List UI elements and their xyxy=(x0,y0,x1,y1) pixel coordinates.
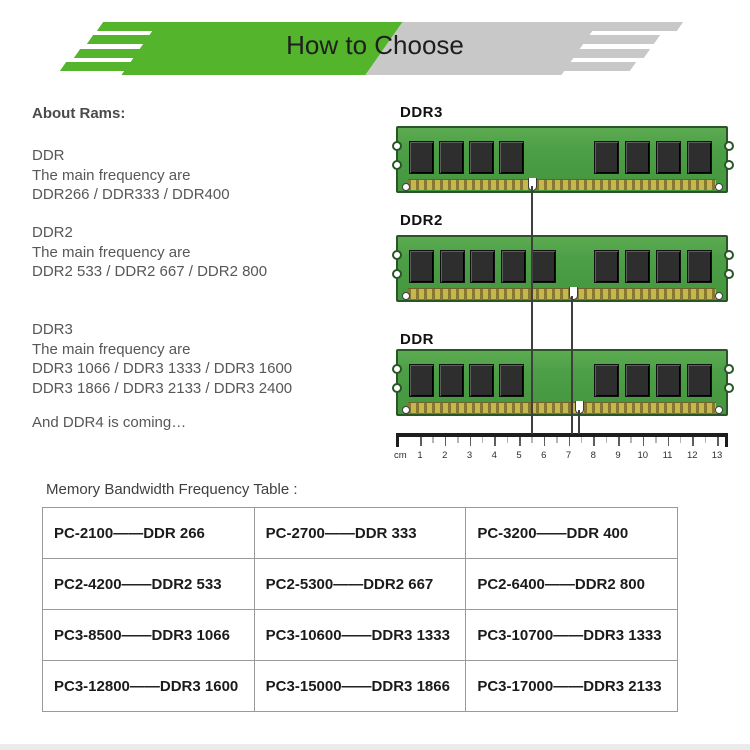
ram-module-ddr3 xyxy=(396,126,728,193)
ruler-label: 6 xyxy=(541,450,547,461)
edge-cutout xyxy=(724,269,734,279)
ram-chip xyxy=(440,250,465,283)
ruler-label: 9 xyxy=(615,450,621,461)
ram-chip xyxy=(409,250,434,283)
ruler-label: 1 xyxy=(417,450,423,461)
ram-chip xyxy=(470,250,495,283)
ruler-tick xyxy=(519,437,521,446)
ram-chip xyxy=(625,364,650,397)
table-cell: PC-2100——DDR 266 xyxy=(54,524,205,542)
bottom-divider xyxy=(0,744,750,750)
notch-line-ddr3 xyxy=(531,186,533,434)
edge-cutout xyxy=(392,383,402,393)
ruler-label: 8 xyxy=(590,450,596,461)
ruler-tick xyxy=(680,437,682,443)
ruler-tick xyxy=(705,437,707,443)
table-row xyxy=(43,609,677,660)
table-title: Memory Bandwidth Frequency Table : xyxy=(46,481,298,498)
table-cell: PC2-6400——DDR2 800 xyxy=(465,559,677,609)
section-intro: The main frequency are xyxy=(32,243,191,261)
mount-hole xyxy=(715,406,723,414)
module-label-ddr2: DDR2 xyxy=(400,212,443,229)
table-cell: PC-3200——DDR 400 xyxy=(465,508,677,558)
ruler-tick xyxy=(655,437,657,443)
mount-hole xyxy=(402,292,410,300)
ruler-tick xyxy=(544,437,546,446)
green-speed-stripe xyxy=(87,35,151,44)
ram-chip xyxy=(409,141,434,174)
ruler-tick xyxy=(420,437,422,446)
module-label-ddr: DDR xyxy=(400,331,434,348)
ruler-label: 2 xyxy=(442,450,448,461)
memory-bandwidth-table xyxy=(42,507,678,712)
edge-cutout xyxy=(724,364,734,374)
ruler-tick xyxy=(717,437,719,446)
about-heading: About Rams: xyxy=(32,105,126,122)
table-cell: PC3-10600——DDR3 1333 xyxy=(254,610,466,660)
ram-chip xyxy=(439,364,464,397)
ruler-label: 4 xyxy=(491,450,497,461)
ruler-tick xyxy=(581,437,583,443)
ram-chip xyxy=(594,141,619,174)
ruler-label: 13 xyxy=(711,450,723,461)
edge-cutout xyxy=(392,160,402,170)
ruler-label: 3 xyxy=(466,450,473,461)
module-label-ddr3: DDR3 xyxy=(400,104,443,121)
section-frequencies: DDR3 1066 / DDR3 1333 / DDR3 1600 xyxy=(32,360,293,377)
ruler-tick xyxy=(507,437,509,443)
ram-chip xyxy=(687,250,712,283)
ruler-tick xyxy=(494,437,496,446)
table-cell: PC3-17000——DDR3 2133 xyxy=(465,661,677,711)
ruler-tick xyxy=(556,437,558,443)
table-cell: PC2-5300——DDR2 667 xyxy=(254,559,466,609)
edge-cutout xyxy=(724,250,734,260)
ram-chip xyxy=(409,364,434,397)
section-frequencies: DDR266 / DDR333 / DDR400 xyxy=(32,186,230,203)
section-frequencies: DDR2 533 / DDR2 667 / DDR2 800 xyxy=(32,263,268,280)
ruler-tick xyxy=(630,437,632,443)
ruler-tick xyxy=(445,437,447,446)
ram-chip xyxy=(687,141,712,174)
ram-module-ddr xyxy=(396,349,728,416)
ram-chip xyxy=(656,250,681,283)
table-cell: PC3-8500——DDR3 1066 xyxy=(54,626,230,644)
ruler-tick xyxy=(593,437,595,446)
ruler-end-cap xyxy=(725,433,728,447)
about-section-ddr2 xyxy=(32,223,382,282)
gray-speed-stripe xyxy=(538,62,636,71)
ruler-label: 5 xyxy=(516,450,522,461)
about-section-ddr xyxy=(32,146,382,205)
ram-module-ddr2 xyxy=(396,235,728,302)
ram-chip xyxy=(469,141,494,174)
gold-pin-strip xyxy=(408,402,716,413)
table-row xyxy=(43,660,677,711)
ram-chip xyxy=(531,250,556,283)
green-speed-stripe xyxy=(60,62,132,71)
key-notch xyxy=(575,401,584,414)
ram-chip xyxy=(594,250,619,283)
ram-chip xyxy=(625,141,650,174)
ruler-label: 10 xyxy=(637,450,649,461)
notch-line-ddr2 xyxy=(571,296,573,434)
edge-cutout xyxy=(724,141,734,151)
edge-cutout xyxy=(392,269,402,279)
ram-chip xyxy=(501,250,526,283)
ruler-tick xyxy=(569,437,571,446)
ruler-tick xyxy=(457,437,459,443)
ram-chip xyxy=(625,250,650,283)
ruler-label: 12 xyxy=(686,450,698,461)
ram-chip xyxy=(499,141,524,174)
table-cell: PC-2700——DDR 333 xyxy=(254,508,466,558)
edge-cutout xyxy=(392,141,402,151)
section-name: DDR3 xyxy=(32,321,73,338)
edge-cutout xyxy=(724,383,734,393)
ruler xyxy=(396,433,728,469)
ruler-tick xyxy=(531,437,533,443)
edge-cutout xyxy=(392,250,402,260)
ruler-tick xyxy=(606,437,608,443)
ruler-tick xyxy=(692,437,694,446)
header-title: How to Choose xyxy=(286,30,464,60)
table-cell: PC2-4200——DDR2 533 xyxy=(54,575,222,593)
about-footer: And DDR4 is coming… xyxy=(32,414,187,431)
gold-pin-strip xyxy=(408,288,716,299)
table-cell: PC3-10700——DDR3 1333 xyxy=(465,610,677,660)
edge-cutout xyxy=(392,364,402,374)
table-row xyxy=(43,558,677,609)
ruler-end-cap xyxy=(396,433,399,447)
ram-chip xyxy=(656,364,681,397)
ruler-tick xyxy=(618,437,620,446)
section-frequencies: DDR3 1866 / DDR3 2133 / DDR3 2400 xyxy=(32,379,293,397)
mount-hole xyxy=(715,183,723,191)
key-notch xyxy=(528,178,537,191)
ruler-tick xyxy=(482,437,484,443)
ruler-label: 11 xyxy=(662,450,673,461)
ruler-label: cm xyxy=(394,450,407,461)
ruler-tick xyxy=(470,437,472,446)
ram-chip xyxy=(469,364,494,397)
ram-chip xyxy=(656,141,681,174)
table-cell: PC3-15000——DDR3 1866 xyxy=(254,661,466,711)
about-section-ddr3 xyxy=(32,320,382,398)
gold-pin-strip xyxy=(408,179,716,190)
ram-chip xyxy=(499,364,524,397)
section-intro: The main frequency are xyxy=(32,166,191,184)
table-row xyxy=(43,508,677,558)
ruler-label: 7 xyxy=(565,450,572,461)
ram-chip xyxy=(687,364,712,397)
ram-chip xyxy=(594,364,619,397)
mount-hole xyxy=(402,183,410,191)
ruler-tick xyxy=(643,437,645,446)
table-cell: PC3-12800——DDR3 1600 xyxy=(54,677,239,695)
section-intro: The main frequency are xyxy=(32,340,191,358)
green-speed-stripe xyxy=(74,49,141,58)
section-name: DDR2 xyxy=(32,224,73,241)
mount-hole xyxy=(402,406,410,414)
mount-hole xyxy=(715,292,723,300)
section-name: DDR xyxy=(32,147,65,164)
ruler-tick xyxy=(432,437,434,443)
edge-cutout xyxy=(724,160,734,170)
ruler-tick xyxy=(668,437,670,446)
ram-chip xyxy=(439,141,464,174)
notch-line-ddr xyxy=(578,410,580,434)
